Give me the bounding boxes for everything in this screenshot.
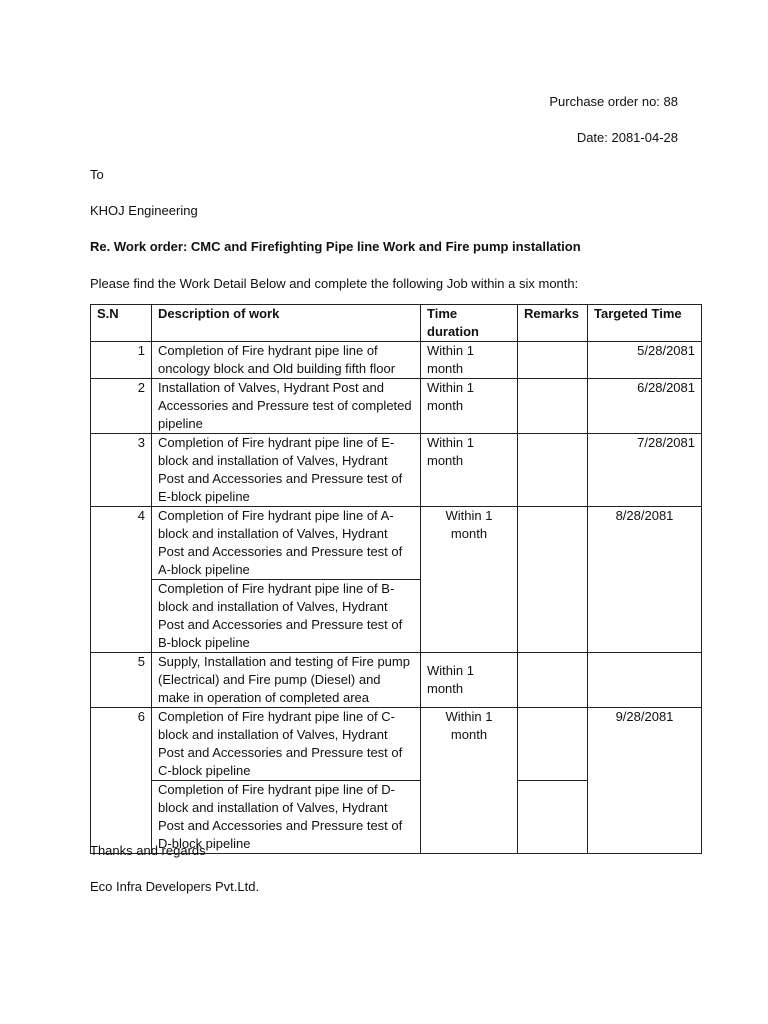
row-sn: 5 bbox=[91, 653, 152, 708]
row-targeted-time: 9/28/2081 bbox=[588, 708, 702, 854]
table-row bbox=[91, 342, 702, 379]
table-row bbox=[91, 653, 702, 708]
row-duration: Within 1 month bbox=[421, 379, 518, 434]
row-duration: Within 1 month bbox=[421, 507, 518, 653]
letter-date: Date: 2081-04-28 bbox=[576, 130, 678, 145]
row-duration: Within 1 month bbox=[421, 434, 518, 507]
row-description: Supply, Installation and testing of Fire pump (Electrical) and Fire pump (Diesel) and make in operation of completed area bbox=[152, 653, 421, 708]
row-sn: 4 bbox=[91, 507, 152, 653]
row-description: Completion of Fire hydrant pipe line of oncology block and Old building fifth floor bbox=[152, 342, 421, 379]
row-remarks bbox=[518, 708, 588, 781]
row-description-secondary: Completion of Fire hydrant pipe line of B-block and installation of Valves, Hydrant Post and Accessories and Pressure test of B-block pipeline bbox=[152, 580, 421, 653]
table-row bbox=[91, 434, 702, 507]
column-header-remarks: Remarks bbox=[518, 305, 588, 342]
row-remarks bbox=[518, 379, 588, 434]
row-description: Installation of Valves, Hydrant Post and Accessories and Pressure test of completed pipeline bbox=[152, 379, 421, 434]
row-remarks bbox=[518, 507, 588, 653]
row-targeted-time: 6/28/2081 bbox=[588, 379, 702, 434]
table-row bbox=[91, 708, 702, 781]
row-remarks-secondary bbox=[518, 781, 588, 854]
intro-text: Please find the Work Detail Below and complete the following Job within a six month: bbox=[90, 276, 579, 291]
row-description: Completion of Fire hydrant pipe line of E-block and installation of Valves, Hydrant Post and Accessories and Pressure test of E-block pipeline bbox=[152, 434, 421, 507]
sender-name: Eco Infra Developers Pvt.Ltd. bbox=[90, 879, 260, 894]
column-header-time-duration: Time duration bbox=[421, 305, 518, 342]
row-description-secondary: Completion of Fire hydrant pipe line of D-block and installation of Valves, Hydrant Post and Accessories and Pressure test of D-block pipeline bbox=[152, 781, 421, 854]
row-remarks bbox=[518, 434, 588, 507]
row-duration: Within 1 month bbox=[421, 653, 518, 708]
row-remarks bbox=[518, 342, 588, 379]
row-duration: Within 1 month bbox=[421, 708, 518, 854]
to-label: To bbox=[90, 167, 104, 182]
row-sn: 1 bbox=[91, 342, 152, 379]
row-remarks bbox=[518, 653, 588, 708]
row-targeted-time: 8/28/2081 bbox=[588, 507, 702, 653]
subject-line: Re. Work order: CMC and Firefighting Pipe line Work and Fire pump installation bbox=[90, 239, 581, 254]
work-detail-table bbox=[90, 304, 702, 854]
purchase-order-number: Purchase order no: 88 bbox=[549, 94, 678, 109]
column-header-description: Description of work bbox=[152, 305, 421, 342]
column-header-targeted-time: Targeted Time bbox=[588, 305, 702, 342]
row-targeted-time: 5/28/2081 bbox=[588, 342, 702, 379]
row-description: Completion of Fire hydrant pipe line of C-block and installation of Valves, Hydrant Post and Accessories and Pressure test of C-block pipeline bbox=[152, 708, 421, 781]
recipient-name: KHOJ Engineering bbox=[90, 203, 198, 218]
row-sn: 3 bbox=[91, 434, 152, 507]
column-header-sn: S.N bbox=[91, 305, 152, 342]
row-description: Completion of Fire hydrant pipe line of A-block and installation of Valves, Hydrant Post and Accessories and Pressure test of A-block pipeline bbox=[152, 507, 421, 580]
table-row bbox=[91, 507, 702, 580]
row-targeted-time bbox=[588, 653, 702, 708]
row-sn: 2 bbox=[91, 379, 152, 434]
row-targeted-time: 7/28/2081 bbox=[588, 434, 702, 507]
table-header-row bbox=[91, 305, 702, 342]
row-duration: Within 1 month bbox=[421, 342, 518, 379]
row-sn: 6 bbox=[91, 708, 152, 854]
table-row bbox=[91, 379, 702, 434]
closing-text: Thanks and regards bbox=[90, 843, 206, 858]
